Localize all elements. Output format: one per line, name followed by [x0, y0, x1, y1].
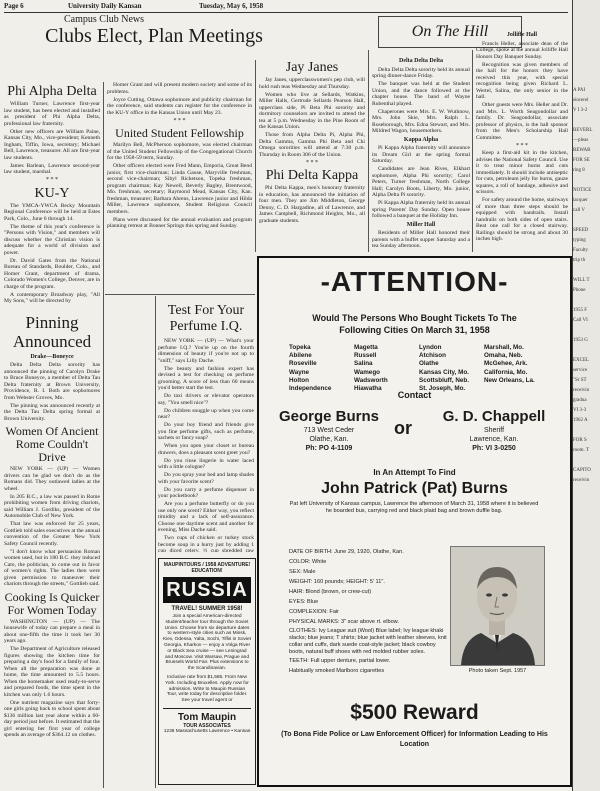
ad-logo: RUSSIA [163, 577, 251, 603]
ad-body: Inclusive rate from $1,585. From New York. Including Bruxelles. Apply now for admission. Write to Maupin Russian Tour, write today for descriptive folder. See your travel agent or [165, 674, 249, 704]
classified-fragment: "Sr ST [573, 378, 587, 383]
column-rule [368, 50, 369, 252]
classified-fragment: Call VI [573, 318, 588, 323]
paragraph: Other officers elected were Fred Mann, Emporia, Great Bend junior, first vice-chairman; Linda Gause, Maryville freshman, second vice-chairman; Sibyl Ricketson, Topeka freshman, program chairman; Kay Newell, Beverly Bagley, Brentwood, Mo. freshman, secretary; Raymond Mead, Kansas City, Kan. freshman, treasurer; Barbara Ahrens, Lawrence junior and Hilda Miller, Lawrence sophomore, Student Religious Council members. [107, 163, 252, 215]
classified-fragment: CAPITO [573, 468, 591, 473]
paragraph: Joyce Cutting, Ottawa sophomore and publicity chairman for the conference, said students can register for the conference in the KU-Y office in the Kansas Union until May 23. [107, 96, 252, 116]
paragraph: Homer Grant and will present modern society and some of its problems. [107, 82, 252, 95]
article-heading: Phi Delta Kappa [265, 168, 359, 183]
club-news-banner [4, 15, 366, 57]
description-item: COLOR: White [289, 558, 327, 565]
column-1 [4, 82, 100, 788]
city: Atchison [419, 352, 446, 360]
portrait-image [451, 547, 544, 665]
column-4 [372, 56, 470, 253]
column-rule [472, 50, 473, 252]
classified-fragment: REWAR [573, 148, 591, 153]
article-heading: Pinning Announced [12, 312, 92, 351]
description-list [289, 548, 449, 677]
classified-fragment [573, 178, 600, 184]
article-subhead: Drake—Boneyce [30, 353, 74, 360]
city: New Orleans, La. [484, 376, 535, 384]
city-list [484, 344, 535, 385]
paragraph: Candidates are Jean Rives, Elkhart sophomore, Alpha Phi sorority; Carol Peters, Turner freshman, North College Hall; Carolyn Boots, Liberty, Mo. junior, Alpha Delta Pi sorority. [372, 166, 470, 198]
russia-tour-ad [158, 558, 256, 785]
city: Hiawatha [354, 385, 382, 393]
classified-fragment: receivin [573, 478, 590, 483]
paragraph: Delta Delta Delta sorority held its annual spring dinner-dance Friday. [372, 66, 470, 79]
city-list [419, 344, 469, 393]
classified-fragment: VI 3-3 [573, 408, 587, 413]
paragraph: Do you rinse lingerie in water laced with a little cologne? [158, 457, 254, 470]
classified-fragment: room. T [573, 448, 590, 453]
column-rule [155, 296, 156, 788]
column-3 [259, 58, 365, 253]
or-label: or [394, 418, 412, 438]
city: Magetta [354, 344, 378, 351]
paragraph: Delta Delta Delta sorority has announced the pinning of Carolyn Drake to Bruce Boneyce, a member of Delta Tau Delta fraternity at Brown University, Providence, R. I. Both are sophomores from Webster Groves, Mo. [4, 362, 100, 401]
description-item: TEETH: Full upper denture, partial lower. [289, 658, 391, 665]
contact-line: 713 West Ceder [303, 427, 355, 434]
paragraph: William Turner, Lawrence first-year law student, has been elected and installed as president of Phi Alpha Delta, professional law fraternity. [4, 101, 100, 127]
city: Wayne [289, 368, 310, 376]
classified-fragment [573, 428, 600, 434]
contact-name: G. D. Chappell [442, 408, 546, 425]
classified-fragment [573, 268, 600, 274]
separator: * * * [516, 142, 528, 149]
section-rule [105, 294, 255, 295]
classified-fragment: call V [573, 208, 585, 213]
paragraph: Do children snuggle up when you come near? [158, 407, 254, 420]
paragraph: When you open your closet or bureau drawers, does a pleasant scent greet you? [158, 443, 254, 456]
city: Independence [289, 385, 332, 393]
description-item: COMPLEXION: Fair [289, 608, 340, 615]
paragraph: Jay Janes, upperclasswomen's pep club, will hold rush teas Wednesday and Thursday. [259, 77, 365, 90]
classified-fragment: Phone [573, 288, 586, 293]
separator: * * * [46, 177, 58, 183]
contact-phone: Ph: VI 3-0250 [472, 445, 516, 452]
paragraph: A contemporary Broadway play, "All My Sons," will be directed by [4, 291, 100, 304]
classified-fragment: 1955 F [573, 308, 588, 313]
city: Salina [354, 360, 373, 368]
ad-subtitle: TRAVEL! SUMMER 1958! [171, 606, 243, 612]
contact-phone: Ph: PO 4-1109 [305, 445, 353, 452]
city: Roseville [289, 360, 317, 368]
classified-fragment: —pleas [573, 138, 589, 143]
article-heading: Cooking Is Quicker For Women Today [4, 589, 100, 617]
city: Wadsworth [354, 376, 388, 384]
ad-title: -ATTENTION- [320, 266, 509, 297]
reward-amount: $500 Reward [350, 701, 479, 724]
classified-fragment [573, 508, 600, 514]
column-rule [255, 60, 256, 252]
classified-fragment [573, 218, 600, 224]
paragraph: Do your boy friend and friends give you fine perfume gifts, such as perfume, sachets or fancy soap? [158, 422, 254, 441]
ad-sponsor [163, 708, 251, 735]
paragraph: The banquet was held at the Student Union, and the dance followed at the chapter house. The band of Wayne Rubenthal played. [372, 81, 470, 107]
sponsor-sub: TOUR ASSOCIATES [183, 722, 231, 729]
paragraph: WASHINGTON — (UP) — The housewife of today can prepare a meal in about one-fifth the time it took her 30 years ago. [4, 618, 100, 644]
paragraph: That law was enforced for 25 years, Gottlieb told sales executives at the annual convention of the Greater New York Safety Council recently. [4, 521, 100, 547]
city: Abilene [289, 352, 312, 360]
ad-body: Join a special American-directed student/teacher tour through the Soviet Union. Choose from six departure dates to western-style cities such as Minsk, Kiev, Odessa, Yalta, Sochi, Tiflis in Soviet Georgia, Kharkov — enjoy a Volga River or Black Sea cruise — see Leningrad and Moscow. Visit Warsaw, Prague and Brussels World Fair. Plus extensions to the Scandinavian. [163, 614, 251, 672]
city: Lyndon [419, 344, 442, 351]
paragraph: The YMCA-YWCA Becky Mountain Regional Conference will be held at Estes Park, Colo., June 6 through 14. [4, 202, 100, 222]
paragraph: Plans were discussed for the annual evaluation and program planning retreat at Bonner Springs this spring and Sunday. [107, 216, 252, 229]
section-title: On The Hill [411, 23, 489, 40]
article-heading: Delta Delta Delta [399, 58, 443, 64]
paragraph: Those from Alpha Delta Pi, Alpha Phi, Delta Gamma, Gamma Phi Beta and Chi Omega sororities will attend at 7:30 p.m. Thursday in Room 306 of the Union. [259, 132, 365, 158]
city: Kansas City, Mo. [419, 368, 469, 376]
classified-fragment [573, 488, 600, 494]
classified-fragment: gradua [573, 398, 587, 403]
classified-fragment [573, 458, 600, 464]
classified-fragment: BEVERL [573, 128, 593, 133]
classified-fragment: FOR SE [573, 158, 590, 163]
city: California, Mo. [484, 368, 528, 376]
city-list [354, 344, 388, 393]
contact-line: Lawrence, Kan. [469, 436, 519, 443]
city-list [289, 344, 331, 393]
description-item: PHYSICAL MARKS: 3" scar above rt. elbow. [289, 618, 399, 625]
paragraph: The pinning was announced recently at the Delta Tau Delta spring formal at Brown University. [4, 402, 100, 422]
description-item: EYES: Blue [289, 598, 319, 605]
article-heading: Jolliffe Hall [506, 32, 538, 38]
classified-fragment: receivin [573, 388, 590, 393]
article-heading: Test For Your Perfume I.Q. [167, 303, 245, 334]
description-item: DATE OF BIRTH: June 29, 1920, Olathe, Kan. [289, 549, 404, 555]
paragraph: Phi Delta Kappa, men's honorary fraternity in education, has announced the initiation of four men. They are Jim Middleton, George Denny, C. D. Hargadine, all of Lawrence, and James Campbell, Richmond Heights, Mo., all graduate students. [259, 185, 365, 224]
description-item: SEX: Male [289, 568, 316, 575]
city: Russell [354, 352, 377, 360]
contact-line: Sheriff [483, 427, 505, 434]
paragraph: Do taxi drivers or elevator operators say, "You smell nice"? [158, 393, 254, 406]
paragraph: Chaperones were Mrs. E. W. Wuthnow, Mrs. John Skie, Mrs. Ralph L. Roseborough, Mrs. Edna Stewart, and Mrs. Mildred Wagon, housemothers. [372, 108, 470, 134]
city: McGehee, Ark. [484, 360, 528, 368]
separator: * * * [173, 117, 186, 124]
classified-fragment: V I 3-2 [573, 108, 588, 113]
page-number: Page 6 [4, 2, 24, 10]
contact-2 [419, 408, 569, 453]
sponsor-name: Tom Maupin [177, 711, 237, 723]
paragraph: NEW YORK — (UP) — Women drivers can be glad we don't do as the Romans did. They outlawed ladies at the wheel. [4, 466, 100, 492]
classified-fragment: WILL T [573, 278, 590, 283]
paragraph: In 205 B.C., a law was passed in Rome prohibiting women from driving chariots, said William J. Gordiks, president of the Automobile Club of New York. [4, 493, 100, 519]
paragraph: NEW YORK — (UP) — What's your perfume I.Q.? You're up on the fourth dimension of beauty if you're not up to "sniff," says Lilly Dache. [158, 338, 254, 364]
classified-fragment: 1953 G [573, 338, 588, 343]
article-heading: United Student Fellowship [115, 126, 244, 140]
classified-fragment: FOR S [573, 438, 587, 443]
paragraph: For safety around the home, stairways of more than three steps should be equipped with handrails. Install handrails on both sides of open stairs. Beat one call for a closed stairway. Railings should be strong and about 30 inches high. [476, 197, 568, 242]
kicker: Campus Club News [64, 15, 144, 25]
paragraph: Dr. David Gates from the National Bureau of Standards, Boulder, Colo., and Homer Grant, department of drama, Colorado Women's College, Denver, are in charge of the program. [4, 257, 100, 290]
header-rule [4, 12, 568, 13]
attempt-label: In An Attempt To Find [373, 468, 456, 477]
paragraph: The Department of Agriculture released figures showing the kitchen time for preparing a day's food for a family of four. When all the preparation was done at home, the time amounted to 5.5 hours. When the homemaker used ready-to-serve and prepared foods, the time spent in the kitchen was only 1.6 hours. [4, 646, 100, 698]
paragraph: The beauty and fashion expert has devised a test for checking on perfume grooming. A score of less than 60 means you'd better start the test. [158, 365, 254, 391]
city: Holton [289, 376, 309, 384]
article-heading: Jay Janes [285, 60, 339, 75]
missing-person-ad [257, 256, 572, 787]
paragraph: Residents of Miller Hall honored their parents with a buffet supper Saturday and a tea Sunday afternoon. [372, 230, 470, 249]
description-item: Habitually smoked Marlboro cigarettes [289, 668, 385, 675]
page-header [4, 2, 568, 12]
classified-fragment: SPEED [573, 228, 589, 233]
column-2-perfume [158, 300, 254, 552]
photo-caption: Photo taken Sept. 1957 [468, 668, 527, 674]
ad-tagline: MAUPINTOURS / 1958 ADVENTURE! EDUCATION! [163, 562, 251, 574]
classified-fragment: service [573, 368, 588, 373]
paragraph: Recognition was given members of the hall for the honors they have received this year, with special recognition being given Richard L. Wertel, Salina, the only senior in the hall. [476, 61, 568, 100]
classified-fragment [573, 118, 600, 124]
paragraph: One nutrient magazine says that forty-one girls going back to school spent about $136 million last year alone within a 60-day period just before. It estimated that the girl entering her first year of college spends an average of $364.12 on clothes. [4, 699, 100, 738]
classified-fragment: A PAI [573, 88, 586, 93]
paragraph: Pi Kappa Alpha fraternity will announce its Dream Girl at the spring formal Saturday. [372, 145, 470, 164]
column-2-top [107, 82, 252, 292]
contact-1 [254, 408, 404, 453]
portrait-photo [450, 546, 545, 666]
article-heading: Phi Alpha Delta [7, 84, 97, 99]
city: Marshall, Mo. [484, 344, 524, 351]
article-heading: Women Of Ancient Rome Couldn't Drive [5, 424, 99, 464]
classified-fragment: lacquer [573, 198, 588, 203]
classified-fragment: EXCEL [573, 358, 590, 363]
classified-fragment: trip th [573, 258, 586, 263]
paragraph: The theme of this year's conference is "Persons with Vision," and members will discuss whether the Christian vision is adequate for a world of division and power. [4, 223, 100, 256]
ad-intro: Pat left University of Kansas campus, Lawrence the afternoon of March 31, 1958 where it is believed he boarded bus, carrying red and black plaid bag and brown duffle bag. [289, 501, 539, 514]
description-item: HAIR: Blond (brown, or crew-cut) [289, 588, 372, 595]
paragraph: Pi Kappa Alpha fraternity held its annual spring Parents' Day Sunday. Open house followed a banquet at the Holiday Inn. [372, 200, 470, 219]
article-heading: KU-Y [34, 185, 70, 201]
issue-date: Tuesday, May 6, 1958 [199, 2, 264, 10]
city: St. Joseph, Mo. [419, 385, 466, 393]
paper-name: University Daily Kansan [68, 2, 142, 10]
missing-person-name: John Patrick (Pat) Burns [321, 480, 508, 497]
column-rule [103, 82, 104, 788]
paragraph: Other guests were Mrs. Heller and Dr. and Mrs. L. Worth Seagondollar and family. Dr. Seagondollar, associate professor of physics, is the hall sponsor from the Men's Scholarship Hall Committee. [476, 102, 568, 141]
paragraph: Do you carry a perfume dispenser in your pocketbook? [158, 486, 254, 499]
paragraph: Keep a first-aid kit in the kitchen, advises the National Safety Council. Use it to treat minor burns and cuts immediately. It should include antiseptic for cuts, petroleum jelly for burns, gauze squares, a roll of bandage, adhesive and scissors. [476, 150, 568, 195]
description-item: WEIGHT: 160 pounds; HEIGHT: 5' 11". [289, 578, 385, 585]
classified-fragment: 1962 A [573, 418, 588, 423]
column-5 [476, 30, 568, 253]
classified-fragment [573, 298, 600, 304]
paragraph: Francis Heller, associate dean of the College, spoke at the annual Jolliffe Hall Honors Day Banquet Sunday. [476, 40, 568, 60]
classified-fragment [573, 498, 600, 504]
contact-label: Contact [397, 390, 432, 400]
description-item: CLOTHES: Ivy League suit (Wool) Blue label; Ivy league khaki slacks; blue jeans; T shirts; blue jacket with leather sleeves, knit collar and cuffs, dark suede coat-style jacket; black cowboy boots, natural buff shoes with red molded rubber soles. [289, 627, 447, 655]
classified-fragment: typing [573, 238, 586, 243]
classified-fragment [573, 348, 600, 354]
ad-request: Would The Persons Who Bought Tickets To The Following Cities On March 31, 1958 [312, 313, 517, 335]
paragraph: Women who live at Sellards, Watkins, Miller Halls, Gertrude Sellards Pearson Hall, upperclass side, Pi Beta Phi sorority and dormitory counselors are invited to attend the tea at 5 p.m. Wednesday in the Pine Room of the Kansas Union. [259, 91, 365, 130]
classified-fragment: ring 8 [573, 168, 585, 173]
contact-line: Olathe, Kan. [309, 436, 349, 443]
paragraph: James Barlean, Lawrence second-year law student, marshal. [4, 162, 100, 175]
city: Omaha, Neb. [484, 352, 523, 360]
classified-fragment: Faculty [573, 248, 588, 253]
city: Olathe [419, 360, 439, 368]
classified-fragment [573, 328, 600, 334]
paragraph: Two cups of chicken or turkey stock become soup in a hurry just by adding 1 cup diced celery, ⅔ cup shredded raw [158, 535, 254, 552]
article-heading: Miller Hall [406, 221, 436, 228]
article-heading: Kappa Alpha [403, 136, 439, 143]
sponsor-address: 1236 Massachusetts Lawrence • Kansas [163, 728, 251, 734]
paragraph: Are you a perfume butterfly or do you use only one scent? Either way, you reflect timidity and a lack of self-assurance. Choose one daytime scent and another for evening, Miss Dache said. [158, 501, 254, 533]
classified-fragment: sincerel [573, 98, 589, 103]
adjacent-page-strip [573, 0, 600, 791]
paragraph: Marilyn Bell, McPherson sophomore, was elected chairman of the United Student Fellowship of the Congregational Church for the 1958-59 term, Sunday. [107, 142, 252, 161]
separator: * * * [306, 159, 318, 166]
paragraph: "I don't know what persuasion Roman women used, but in 180 B.C. they induced Cato, the politician, to come out in favor of women's rights. The ladies then were given permission to maneuver their chariots through the streets," Gottlieb said. [4, 548, 100, 587]
paragraph: Do you spray your bed and lamp shades with your favorite scent? [158, 472, 254, 485]
main-headline: Clubs Elect, Plan Meetings [45, 24, 263, 47]
contact-name: George Burns [278, 408, 380, 425]
city: Scottsbluff, Neb. [419, 376, 470, 384]
city: Wamego [354, 368, 381, 376]
paragraph: Other new officers are William Paine, Kansas City, Mo., vice-president; Kenneth Ingham, Tiffin, Iowa, secretary; Michael Bell, Lawrence, treasurer. All are first-year law students. [4, 128, 100, 161]
city: Topeka [289, 344, 311, 351]
classified-fragment: NOTICE [573, 188, 592, 193]
reward-note: (To Bona Fide Police or Law Enforcement Officer) for Information Leading to His Location [281, 731, 548, 748]
